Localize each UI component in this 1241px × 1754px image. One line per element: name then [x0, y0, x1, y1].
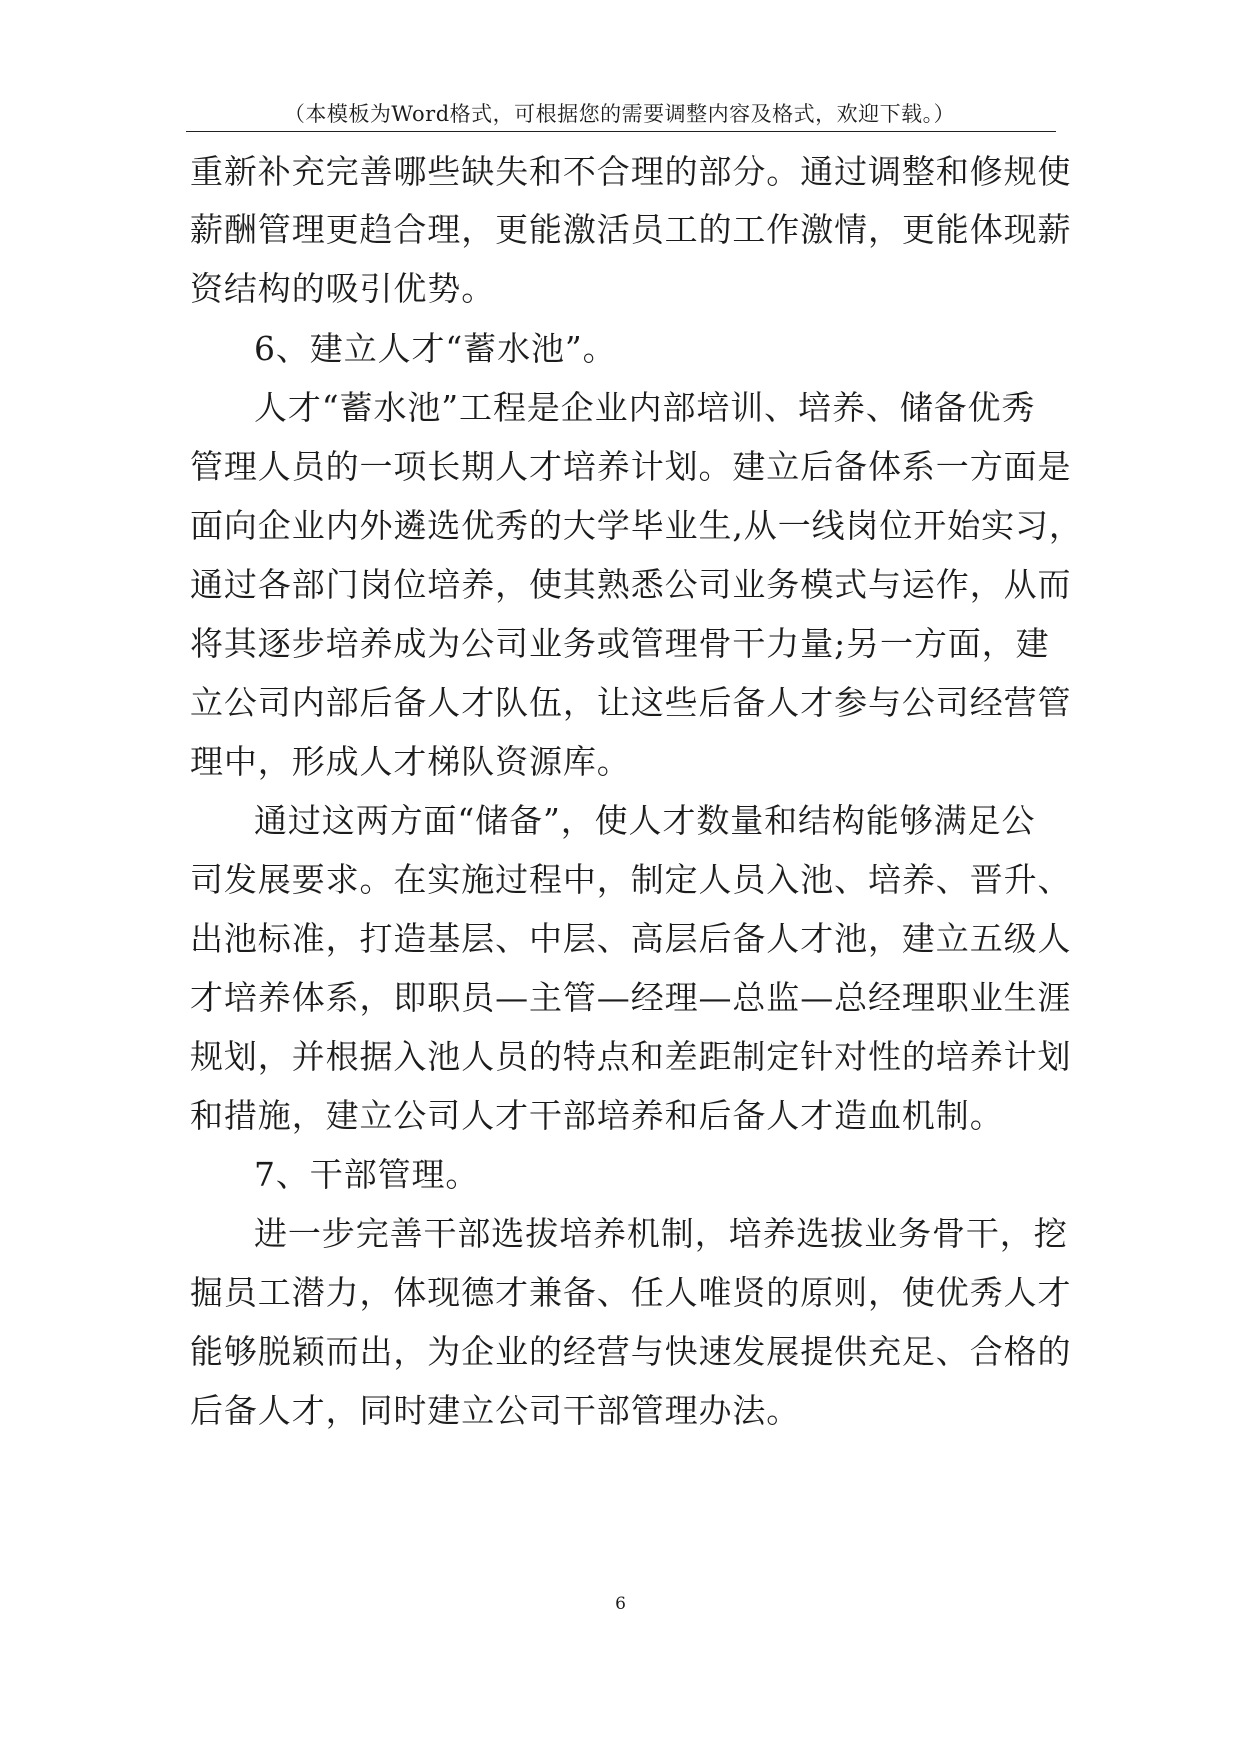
paragraph-line: 能够脱颖而出，为企业的经营与快速发展提供充足、合格的 [190, 1332, 1072, 1371]
paragraph-line: 才培养体系，即职员—主管—经理—总监—总经理职业生涯 [190, 978, 1072, 1017]
header-divider [186, 131, 1056, 132]
paragraph-line: 面向企业内外遴选优秀的大学毕业生,从一线岗位开始实习， [190, 506, 1083, 545]
paragraph-line: 人才“蓄水池”工程是企业内部培训、培养、储备优秀 [254, 388, 1036, 427]
paragraph-line: 通过这两方面“储备”，使人才数量和结构能够满足公 [254, 801, 1036, 840]
paragraph-line: 将其逐步培养成为公司业务或管理骨干力量;另一方面，建 [190, 624, 1050, 663]
paragraph-line: 薪酬管理更趋合理，更能激活员工的工作激情，更能体现薪 [190, 210, 1072, 249]
paragraph-line: 出池标准，打造基层、中层、高层后备人才池，建立五级人 [190, 919, 1072, 958]
paragraph-line: 司发展要求。在实施过程中，制定人员入池、培养、晋升、 [190, 860, 1072, 899]
paragraph-line: 规划，并根据入池人员的特点和差距制定针对性的培养计划 [190, 1037, 1072, 1076]
paragraph-line: 资结构的吸引优势。 [190, 269, 496, 308]
paragraph-line: 进一步完善干部选拔培养机制，培养选拔业务骨干，挖 [254, 1214, 1068, 1253]
paragraph-line: 掘员工潜力，体现德才兼备、任人唯贤的原则，使优秀人才 [190, 1273, 1072, 1312]
paragraph-line: 理中，形成人才梯队资源库。 [190, 742, 631, 781]
section-heading: 7、干部管理。 [254, 1155, 480, 1194]
page-number: 6 [615, 1594, 626, 1614]
paragraph-line: 管理人员的一项长期人才培养计划。建立后备体系一方面是 [190, 447, 1072, 486]
paragraph-line: 通过各部门岗位培养，使其熟悉公司业务模式与运作，从而 [190, 565, 1072, 604]
paragraph-line: 立公司内部后备人才队伍，让这些后备人才参与公司经营管 [190, 683, 1072, 722]
paragraph-line: 和措施，建立公司人才干部培养和后备人才造血机制。 [190, 1096, 1004, 1135]
paragraph-line: 后备人才，同时建立公司干部管理办法。 [190, 1391, 801, 1430]
page-header-note: （本模板为Word格式，可根据您的需要调整内容及格式，欢迎下载。） [283, 102, 956, 126]
section-heading: 6、建立人才“蓄水池”。 [254, 329, 617, 368]
paragraph-line: 重新补充完善哪些缺失和不合理的部分。通过调整和修规使 [190, 152, 1072, 191]
